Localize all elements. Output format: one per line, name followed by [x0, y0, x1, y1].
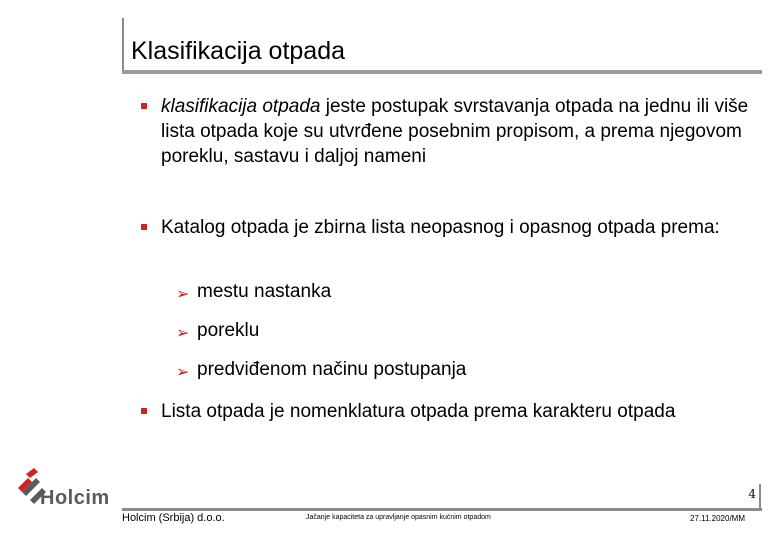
sub-item-origin: poreklu: [197, 320, 260, 341]
sub-item-handling: predviđenom načinu postupanja: [197, 359, 467, 380]
title-horizontal-rule: [122, 70, 762, 74]
footer-date: 27.11.2020/MM: [690, 514, 745, 523]
page-number: 4: [748, 487, 756, 501]
arrow-bullet-icon: ➢: [176, 286, 190, 303]
bullet-text: jeste postupak svrstavanja otpada na jednu ili više lista otpada koje su utvrđene posebnim propisom, a prema njegovom poreklu, sastavu i daljoj nameni: [161, 96, 749, 167]
arrow-bullet-icon: ➢: [176, 364, 190, 381]
bullet-square-icon: [141, 103, 147, 109]
slide-title: Klasifikacija otpada: [131, 37, 346, 65]
sub-item-place: mestu nastanka: [197, 281, 332, 302]
bullet-item-catalog: Katalog otpada je zbirna lista neopasnog i opasnog otpada prema:: [161, 217, 720, 238]
arrow-bullet-icon: ➢: [176, 325, 190, 342]
bullet-item-list: Lista otpada je nomenklatura otpada prema karakteru otpada: [161, 401, 676, 422]
footer-project-title: Jačanje kapaciteta za upravljanje opasnim kućnim otpadom: [306, 514, 491, 521]
bullet-square-icon: [141, 408, 147, 414]
footer-company: Holcim (Srbija) d.o.o.: [122, 512, 225, 524]
footer-horizontal-rule: [122, 508, 762, 511]
bullet-square-icon: [141, 224, 147, 230]
title-vertical-rule: [122, 18, 124, 72]
bullet-item-classification: [161, 94, 751, 169]
italic-term: klasifikacija otpada: [161, 96, 321, 117]
footer-vertical-rule: [759, 484, 761, 511]
logo-wordmark: Holcim: [40, 487, 110, 509]
